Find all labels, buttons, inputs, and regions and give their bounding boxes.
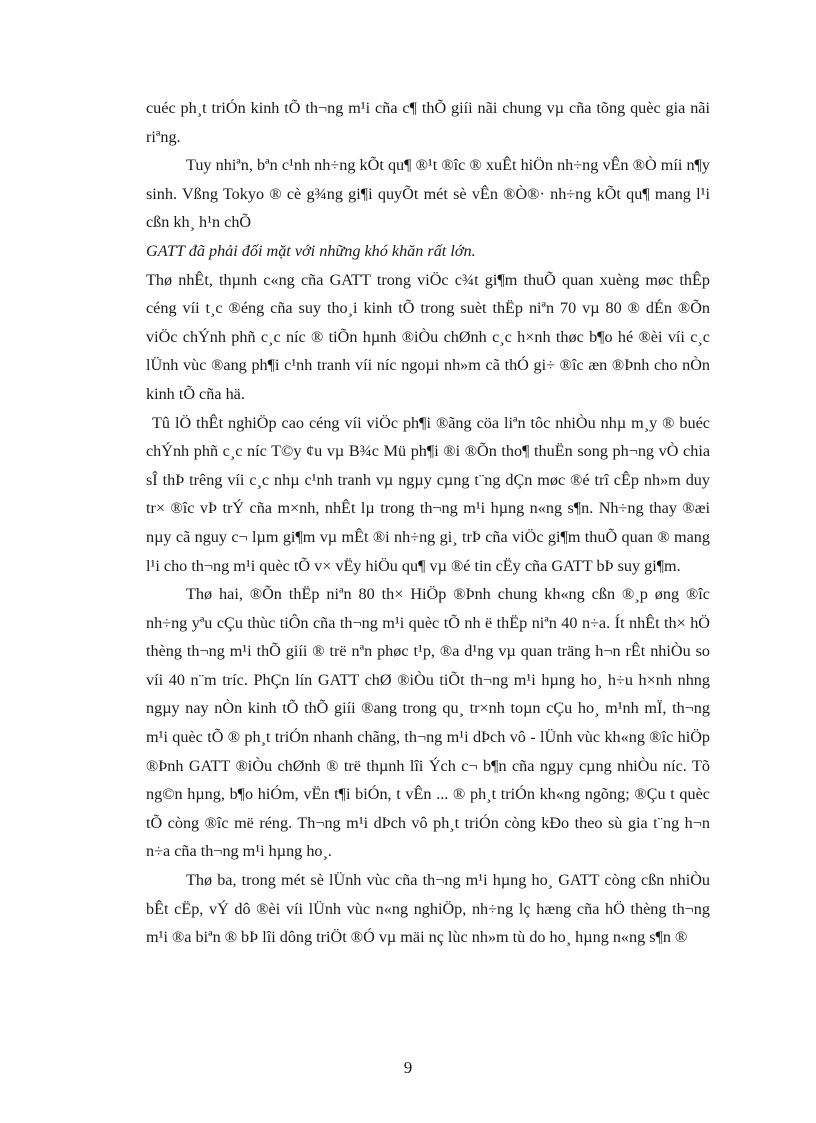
paragraph-second-point: Thø hai, ®Õn thËp niªn 80 th× HiÖp ®Þnh chung kh«ng cßn ®¸p øng ®îc nh÷ng yªu cÇu thùc tiÔn cña th¬ng m¹i quèc tÕ nh ë thËp niªn 40 n÷a. Ít nhÊt th× hÖ thèng th¬ng m¹i thÕ giíi ® trë nªn phøc t¹p, ®a d¹ng vµ quan träng h¬n rÊt nhiÒu so víi 40 n¨m tríc. PhÇn lín GATT chØ ®iÒu tiÕt th¬ng m¹i hµng ho¸ h÷u h×nh nhng ngµy nay nÒn kinh tÕ thÕ giíi ®ang trong qu¸ tr×nh toµn cÇu ho¸ m¹nh mÏ, th¬ng m¹i quèc tÕ ® ph¸t triÓn nhanh chãng, th¬ng m¹i dÞch vô - lÜnh vùc kh«ng ®îc hiÖp ®Þnh GATT ®iÒu chØnh ® trë thµnh lîi Ých c¬ b¶n cña ngµy cµng nhiÒu níc. Tõ ng©n hµng, b¶o hiÓm, vËn t¶i biÓn, t vÊn ... ® ph¸t triÓn kh«ng ngõng; ®Çu t quèc tÕ còng ®îc më réng. Th¬ng m¹i dÞch vô ph¸t triÓn còng kÐo theo sù gia t¨ng h¬n n÷a cña th¬ng m¹i hµng ho¸. [146, 585, 710, 861]
paragraph-2: Tuy nhiªn, bªn c¹nh nh÷ng kÕt qu¶ ®¹t ®îc ® xuÊt hiÖn nh÷ng vÊn ®Ò míi n¶y sinh. Vßng Tokyo ® cè g¾ng gi¶i quyÕt mét sè vÊn ®Ò®· nh÷ng kÕt qu¶ mang l¹i cßn kh¸ h¹n chÕ [146, 156, 710, 232]
paragraph-third-point: Thø ba, trong mét sè lÜnh vùc cña th¬ng m¹i hµng ho¸ GATT còng cßn nhiÒu bÊt cËp, vÝ dô ®èi víi lÜnh vùc n«ng nghiÖp, nh÷ng lç hæng cña hÖ thèng th¬ng m¹i ®a biªn ® bÞ lîi dông triÖt ®Ó vµ mäi nç lùc nh»m tù do ho¸ hµng n«ng s¶n ® [146, 871, 710, 947]
paragraph-unemployment: Tû lÖ thÊt nghiÖp cao céng víi viÖc ph¶i ®ãng cöa liªn tôc nhiÒu nhµ m¸y ® buéc chÝnh phñ c¸c níc T©y ¢u vµ B¾c Mü ph¶i ®i ®Õn tho¶ thuËn song ph¬ng vÒ chia sÎ thÞ trêng víi c¸c nhµ c¹nh tranh vµ ngµy cµng t¨ng dÇn møc ®é trî cÊp nh»m duy tr× ®îc vÞ trÝ cña m×nh, nhÊt lµ trong th¬ng m¹i hµng n«ng s¶n. Nh÷ng thay ®æi nµy cã nguy c¬ lµm gi¶m vµ mÊt ®i nh÷ng gi¸ trÞ cña viÖc gi¶m thuÕ quan ® mang l¹i cho th¬ng m¹i quèc tÕ v× vËy hiÖu qu¶ vµ ®é tin cËy cña GATT bÞ suy gi¶m. [146, 413, 710, 575]
section-heading: GATT đã phải đối mặt với những khó khăn rất lớn. [146, 241, 476, 260]
body-text [146, 94, 710, 952]
paragraph-1: cuéc ph¸t triÓn kinh tÕ th¬ng m¹i cña c¶ thÕ giíi nãi chung vµ cña tõng quèc gia nãi riªng. [146, 99, 710, 146]
paragraph-first-point: Thø nhÊt, thµnh c«ng cña GATT trong viÖc c¾t gi¶m thuÕ quan xuèng møc thÊp céng víi t¸c ®éng cña suy tho¸i kinh tÕ trong suèt thËp niªn 70 vµ 80 ® dÉn ®Õn viÖc chÝnh phñ c¸c níc ® tiÕn hµnh ®iÒu chØnh c¸c h×nh thøc b¶o hé ®èi víi c¸c lÜnh vùc ®ang ph¶i c¹nh tranh víi níc ngoµi nh»m cã thÓ gi÷ ®îc æn ®Þnh cho nÒn kinh tÕ cña hä. [146, 270, 710, 403]
page-number: 9 [403, 1058, 413, 1077]
